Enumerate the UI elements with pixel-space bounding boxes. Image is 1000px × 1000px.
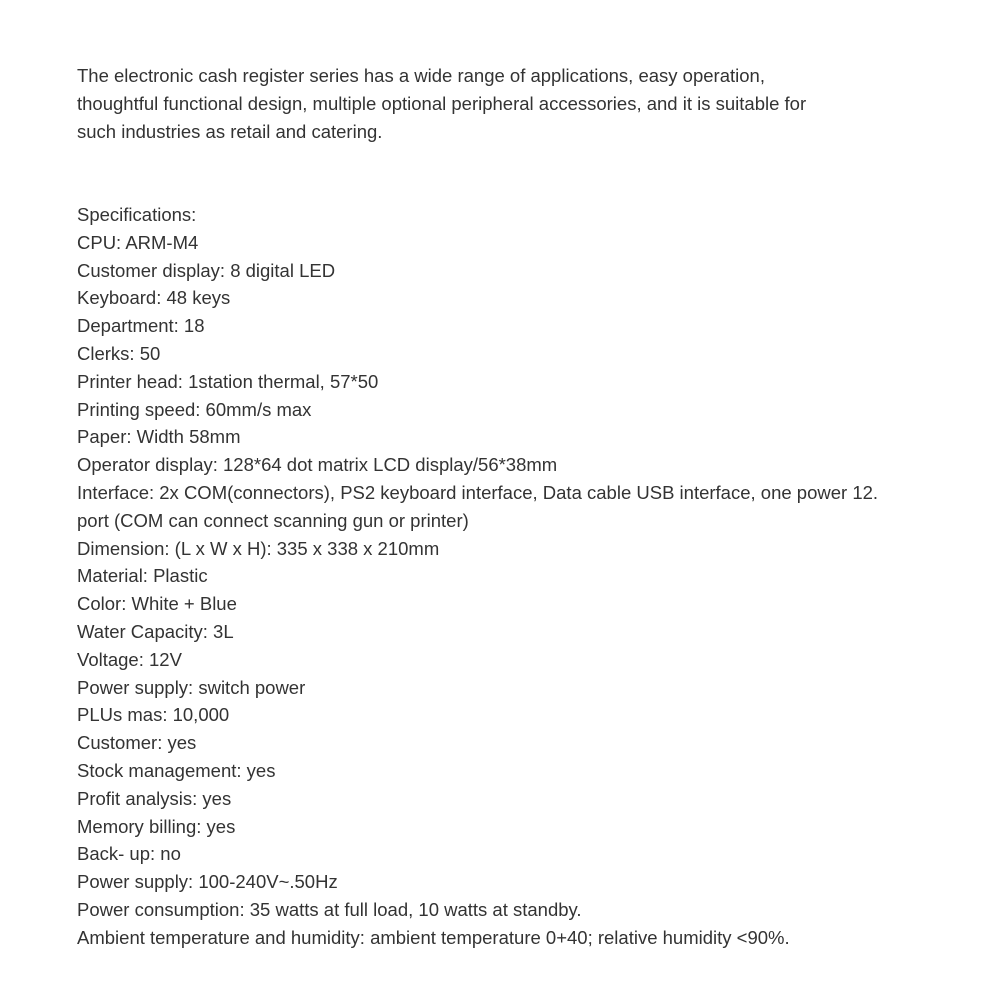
spec-material: Material: Plastic bbox=[77, 565, 208, 587]
spec-interface: Interface: 2x COM(connectors), PS2 keyboard interface, Data cable USB interface, one power 12. bbox=[77, 481, 879, 503]
spec-department: Department: 18 bbox=[77, 315, 205, 337]
specifications-heading: Specifications: bbox=[77, 204, 197, 225]
intro-line: such industries as retail and catering. bbox=[77, 121, 383, 142]
spec-operator-display: Operator display: 128*64 dot matrix LCD display/56*38mm bbox=[77, 454, 558, 476]
spec-power-consumption: Power consumption: 35 watts at full load, 10 watts at standby. bbox=[77, 898, 582, 920]
spec-stock-management: Stock management: yes bbox=[77, 759, 276, 781]
intro-paragraph bbox=[77, 62, 937, 146]
spec-plus-max: PLUs mas: 10,000 bbox=[77, 704, 230, 726]
spec-backup: Back- up: no bbox=[77, 843, 181, 865]
spec-water-capacity: Water Capacity: 3L bbox=[77, 620, 234, 642]
spec-memory-billing: Memory billing: yes bbox=[77, 815, 236, 837]
spec-cpu: CPU: ARM-M4 bbox=[77, 231, 199, 253]
spec-interface-continued: port (COM can connect scanning gun or printer) bbox=[77, 509, 469, 531]
spec-customer: Customer: yes bbox=[77, 732, 197, 754]
spec-color: Color: White + Blue bbox=[77, 593, 237, 615]
spec-ambient-conditions: Ambient temperature and humidity: ambient temperature 0+40; relative humidity <90%. bbox=[77, 926, 790, 948]
spec-dimension: Dimension: (L x W x H): 335 x 338 x 210mm bbox=[77, 537, 440, 559]
spec-customer-display: Customer display: 8 digital LED bbox=[77, 259, 336, 281]
spec-keyboard: Keyboard: 48 keys bbox=[77, 287, 231, 309]
spec-printing-speed: Printing speed: 60mm/s max bbox=[77, 398, 312, 420]
specifications-list bbox=[77, 201, 977, 952]
spec-paper: Paper: Width 58mm bbox=[77, 426, 241, 448]
spec-profit-analysis: Profit analysis: yes bbox=[77, 787, 232, 809]
intro-line: thoughtful functional design, multiple optional peripheral accessories, and it is suitable for bbox=[77, 93, 807, 114]
spec-power-supply-type: Power supply: switch power bbox=[77, 676, 306, 698]
spec-voltage: Voltage: 12V bbox=[77, 648, 182, 670]
spec-clerks: Clerks: 50 bbox=[77, 342, 161, 364]
spec-power-supply-range: Power supply: 100-240V~.50Hz bbox=[77, 871, 338, 893]
intro-line: The electronic cash register series has a wide range of applications, easy operation, bbox=[77, 65, 765, 86]
spec-printer-head: Printer head: 1station thermal, 57*50 bbox=[77, 370, 379, 392]
